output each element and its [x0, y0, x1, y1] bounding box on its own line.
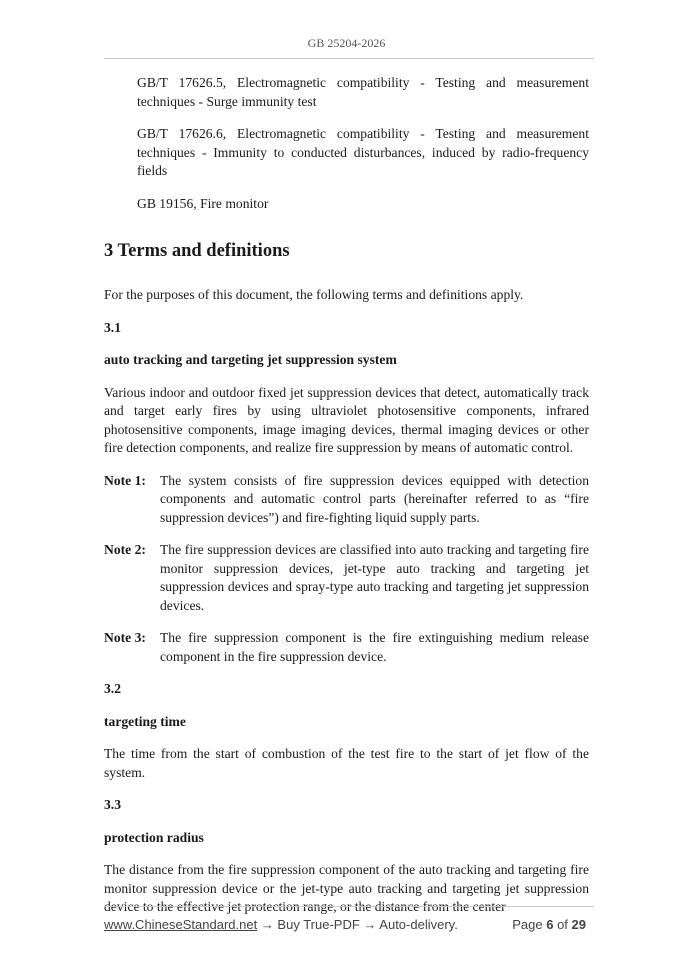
note-text: The fire suppression devices are classified into auto tracking and targeting fire monitor suppression devices, jet-type auto tracking and targeting jet suppression devices and spray-type auto tracking and targeting jet suppression devices.	[160, 542, 589, 613]
page-footer	[104, 917, 586, 932]
page-indicator	[512, 917, 586, 932]
note-label: Note 1:	[104, 472, 146, 488]
normative-reference: GB/T 17626.5, Electromagnetic compatibility - Testing and measurement techniques - Surge immunity test	[137, 75, 589, 109]
footer-divider	[104, 906, 594, 907]
total-pages: 29	[571, 917, 586, 932]
note-text: The fire suppression component is the fire extinguishing medium release component in the fire suppression device.	[160, 630, 589, 664]
note-text: The system consists of fire suppression devices equipped with detection components and automatic control parts (hereinafter referred to as “fire suppression devices”) and fire-fighting liquid supply parts.	[160, 472, 589, 525]
footer-promo	[104, 917, 458, 932]
term-definition: The time from the start of combustion of the test fire to the start of jet flow of the system.	[104, 746, 589, 780]
header-divider	[104, 58, 594, 59]
current-page: 6	[546, 917, 554, 932]
page-of: of	[553, 917, 572, 932]
document-body	[104, 74, 589, 931]
normative-reference: GB 19156, Fire monitor	[137, 195, 269, 211]
term-definition: Various indoor and outdoor fixed jet suppression devices that detect, automatically track and target early fires by using ultraviolet photosensitive components, infrared photosensitive components, image imaging devices, thermal imaging devices or other fire detection components, and realize fire suppression by means of automatic control.	[104, 384, 589, 455]
normative-reference: GB/T 17626.6, Electromagnetic compatibility - Testing and measurement techniques - Immunity to conducted disturbances, induced by radio-frequency fields	[137, 126, 589, 178]
term-note	[104, 472, 589, 528]
note-label: Note 2:	[104, 542, 146, 557]
note-label: Note 3:	[104, 630, 146, 645]
term-name: targeting time	[104, 713, 186, 729]
term-name: protection radius	[104, 829, 204, 845]
page-prefix: Page	[512, 917, 547, 932]
footer-tagline: → Buy True-PDF → Auto-delivery.	[257, 917, 458, 932]
site-link[interactable]: www.ChineseStandard.net	[104, 917, 258, 932]
term-number: 3.2	[104, 681, 121, 696]
term-name: auto tracking and targeting jet suppression system	[104, 352, 397, 367]
term-note	[104, 541, 589, 615]
section-intro: For the purposes of this document, the following terms and definitions apply.	[104, 287, 524, 302]
document-code-header: GB 25204-2026	[307, 36, 386, 50]
term-note	[104, 629, 589, 666]
term-number: 3.1	[104, 319, 121, 335]
section-heading: 3 Terms and definitions	[104, 241, 290, 261]
term-definition: The distance from the fire suppression component of the auto tracking and targeting fire monitor suppression device or the jet-type auto tracking and targeting jet suppression device to the effective jet protection range, or the distance from the center	[104, 862, 589, 914]
term-number: 3.3	[104, 797, 121, 812]
